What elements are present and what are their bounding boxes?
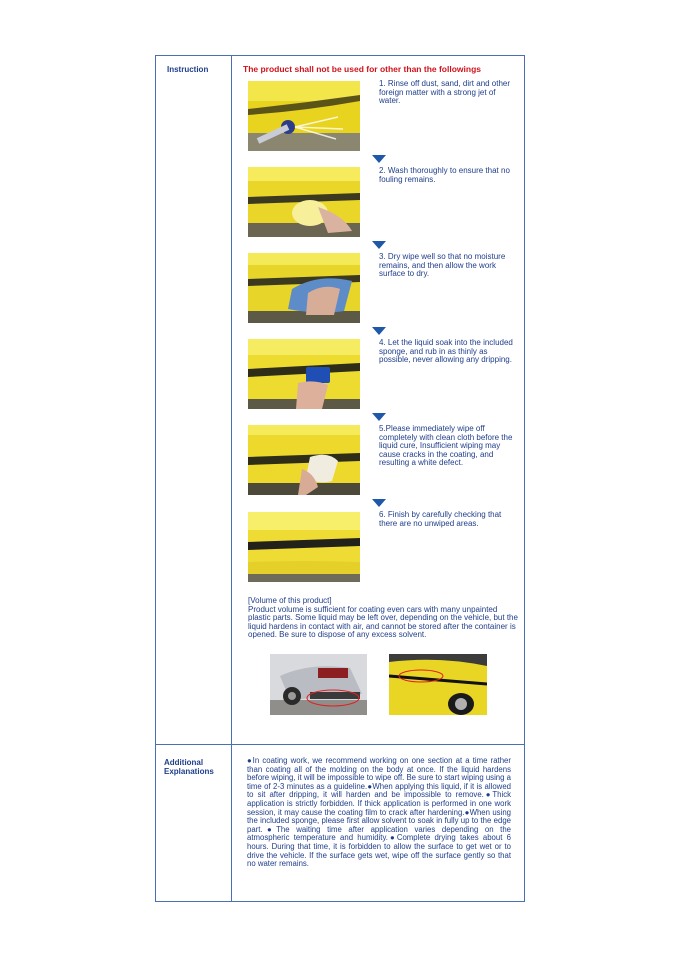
yellow-car-side-photo: [389, 654, 487, 715]
rinsing-car-photo: [248, 81, 360, 151]
step-2-text: 2. Wash thoroughly to ensure that no fouling remains.: [379, 166, 510, 184]
silver-car-rear-photo: [270, 654, 367, 715]
apply-sponge-photo: [248, 339, 360, 409]
down-arrow-icon: [372, 241, 386, 249]
washing-sponge-photo: [248, 167, 360, 237]
instruction-heading: The product shall not be used for other than the followings: [243, 64, 481, 74]
finished-molding-photo: [248, 512, 360, 582]
additional-label: [164, 758, 214, 776]
table-column-divider: [231, 55, 232, 902]
volume-section: [248, 597, 518, 640]
volume-title: [Volume of this product]: [248, 596, 332, 605]
step-1-text: 1. Rinse off dust, sand, dirt and other foreign matter with a strong jet of water.: [379, 79, 511, 106]
down-arrow-icon: [372, 413, 386, 421]
step-4-text: 4. Let the liquid soak into the included sponge, and rub in as thinly as possible, never allowing any dripping.: [379, 338, 513, 365]
down-arrow-icon: [372, 327, 386, 335]
instruction-label: Instruction: [167, 65, 209, 74]
down-arrow-icon: [372, 155, 386, 163]
down-arrow-icon: [372, 499, 386, 507]
volume-text: Product volume is sufficient for coating even cars with many unpainted plastic parts. Some liquid may be left over, depending on the vehicle, but the liquid hardens in contact with air, and cannot be stored after the container is opened. Be sure to dispose of any excess solvent.: [248, 604, 518, 640]
additional-explanations-text: ●In coating work, we recommend working on one section at a time rather than coating all of the molding on the body at once. If the liquid hardens before wiping, it will be impossible to wipe off. Be sure to start wiping using a time of 2-3 minutes as a guideline.●When applying this liquid, if it is allowed to sit after dripping, it will harden and be impossible to remove.●Thick application is strictly forbidden. If thick application is performed in one work session, it may cause the coating film to crack after hardening.●When using the included sponge, please first allow solvent to soak in fully up to the edge part.●The waiting time after application varies depending on the atmospheric temperature and humidity.●Complete drying takes about 6 hours. During that time, it is forbidden to allow the surface to get wet or to drive the vehicle. If the surface gets wet, wipe off the surface gently so that no water remains.: [247, 756, 511, 869]
table-row-divider: [155, 744, 525, 745]
dry-wipe-photo: [248, 253, 360, 323]
additional-label-line1: Additional: [164, 758, 204, 767]
step-6-text: 6. Finish by carefully checking that there are no unwiped areas.: [379, 510, 502, 528]
wipe-cloth-photo: [248, 425, 360, 495]
step-5-text: 5.Please immediately wipe off completely with clean cloth before the liquid cure, Insufficient wiping may cause cracks in the coating, and resulting a white defect.: [379, 424, 513, 468]
step-3-text: 3. Dry wipe well so that no moisture remains, and then allow the work surface to dry.: [379, 252, 506, 279]
additional-label-line2: Explanations: [164, 767, 214, 776]
